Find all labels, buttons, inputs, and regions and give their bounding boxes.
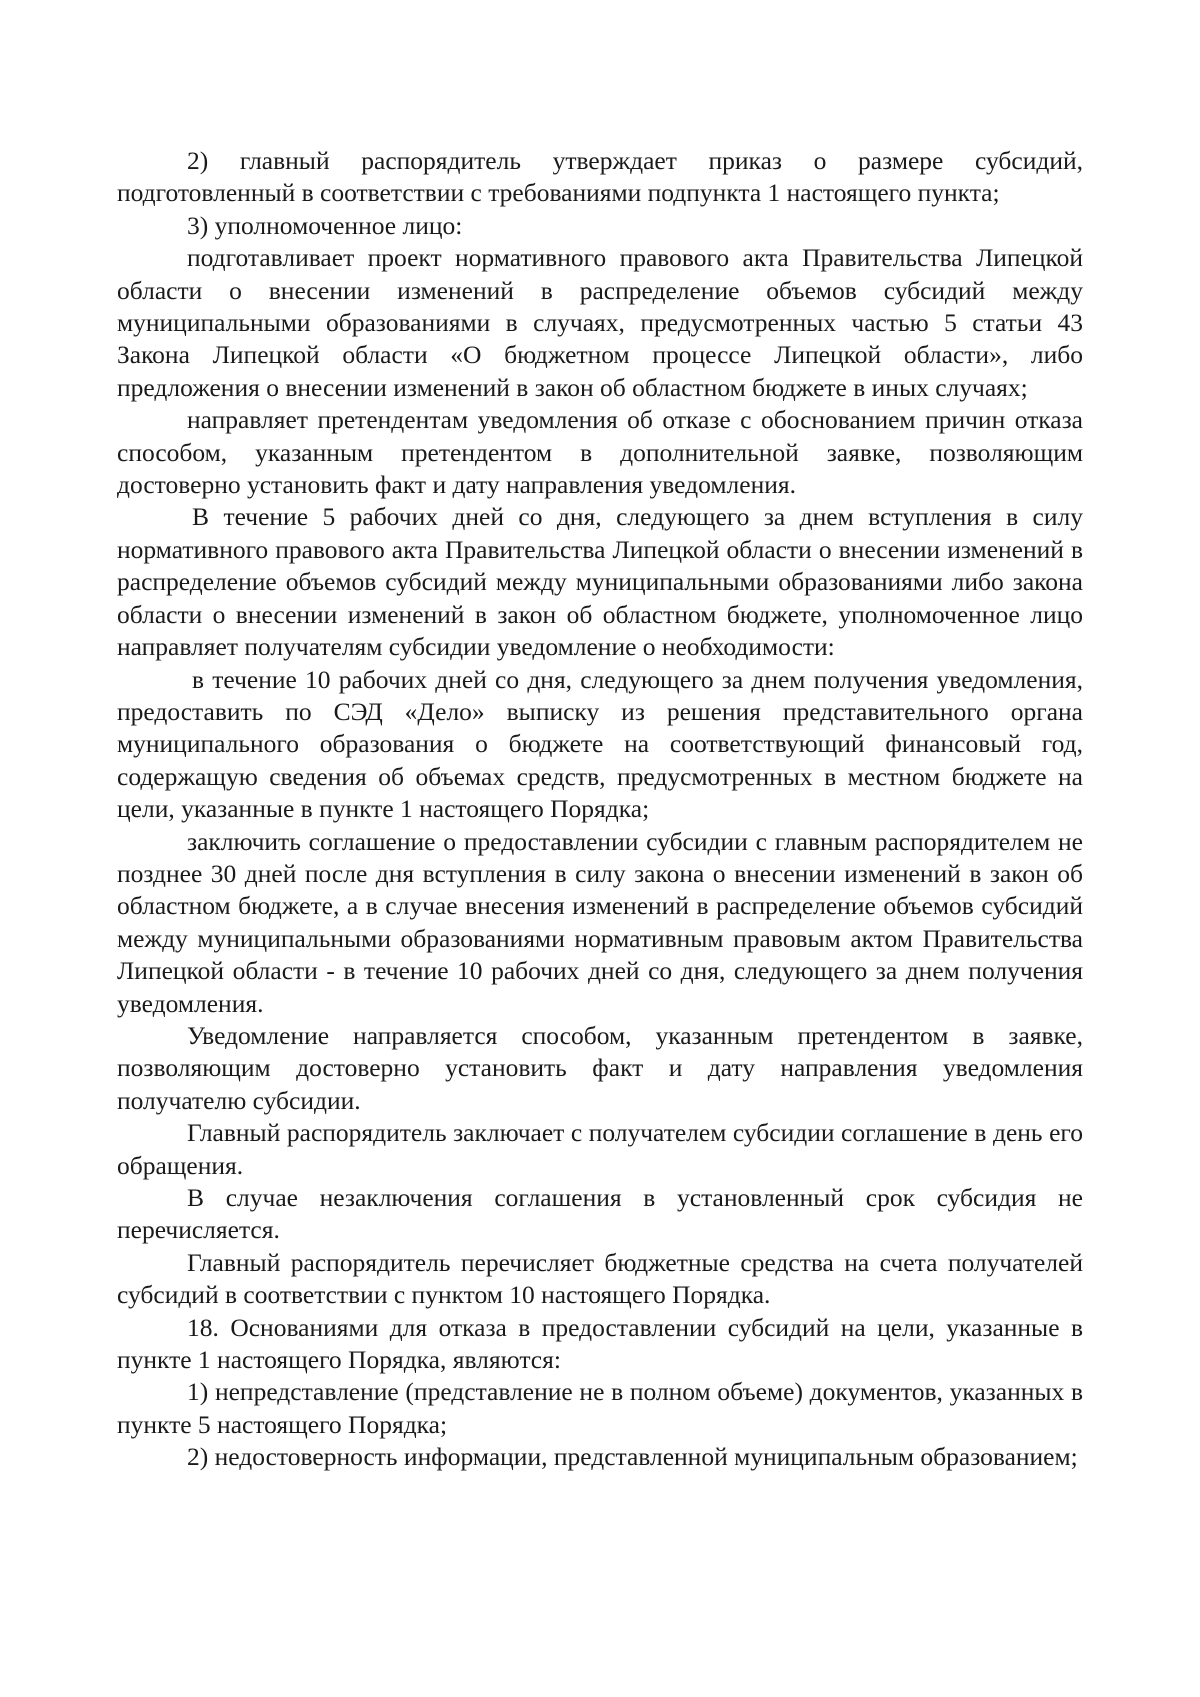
paragraph-2: 3) уполномоченное лицо: [187,210,463,240]
paragraph-7: заключить соглашение о предоставлении субсидии с главным распорядителем не позднее 30 дней после дня вступления в силу закона о внесении изменений в закон об областном бюджете, а в случае внесения изменений в распределение объемов субсидий между муниципальными образованиями нормативным правовым актом Правительства Липецкой области - в течение 10 рабочих дней со дня, следующего за днем получения уведомления. [117,826,1083,1018]
paragraph-6: в течение 10 рабочих дней со дня, следующего за днем получения уведомления, предоставить по СЭД «Дело» выписку из решения представительного органа муниципального образования о бюджете на соответствующий финансовый год, содержащую сведения об объемах средств, предусмотренных в местном бюджете на цели, указанные в пункте 1 настоящего Порядка; [117,664,1083,824]
paragraph-3: подготавливает проект нормативного правового акта Правительства Липецкой области о внесении изменений в распределение объемов субсидий между муниципальными образованиями в случаях, предусмотренных частью 5 статьи 43 Закона Липецкой области «О бюджетном процессе Липецкой области», либо предложения о внесении изменений в закон об областном бюджете в иных случаях; [117,243,1083,402]
paragraph-9: Главный распорядитель заключает с получателем субсидии соглашение в день его обращения. [117,1118,1083,1180]
paragraph-8: Уведомление направляется способом, указанным претендентом в заявке, позволяющим достоверно установить факт и дату направления уведомления получателю субсидии. [117,1020,1083,1115]
paragraph-4: направляет претендентам уведомления об отказе с обоснованием причин отказа способом, указанным претендентом в дополнительной заявке, позволяющим достоверно установить факт и дату направления уведомления. [117,405,1083,500]
paragraph-12: 18. Основаниями для отказа в предоставлении субсидий на цели, указанные в пункте 1 настоящего Порядка, являются: [117,1312,1083,1375]
paragraph-5: В течение 5 рабочих дней со дня, следующего за днем вступления в силу нормативного правового акта Правительства Липецкой области о внесении изменений в распределение объемов субсидий между муниципальными образованиями либо закона области о внесении изменений в закон об областном бюджете, уполномоченное лицо направляет получателям субсидии уведомление о необходимости: [117,502,1083,662]
paragraph-10: В случае незаключения соглашения в установленный срок субсидия не перечисляется. [117,1183,1083,1245]
paragraph-1: 2) главный распорядитель утверждает приказ о размере субсидий, подготовленный в соответствии с требованиями подпункта 1 настоящего пункта; [117,146,1083,208]
paragraph-14: 2) недостоверность информации, представленной муниципальным образованием; [187,1442,1078,1472]
paragraph-11: Главный распорядитель перечисляет бюджетные средства на счета получателей субсидий в соответствии с пунктом 10 настоящего Порядка. [117,1247,1083,1310]
document-page [117,145,1083,1474]
paragraph-13: 1) непредставление (представление не в полном объеме) документов, указанных в пункте 5 настоящего Порядка; [117,1377,1083,1439]
